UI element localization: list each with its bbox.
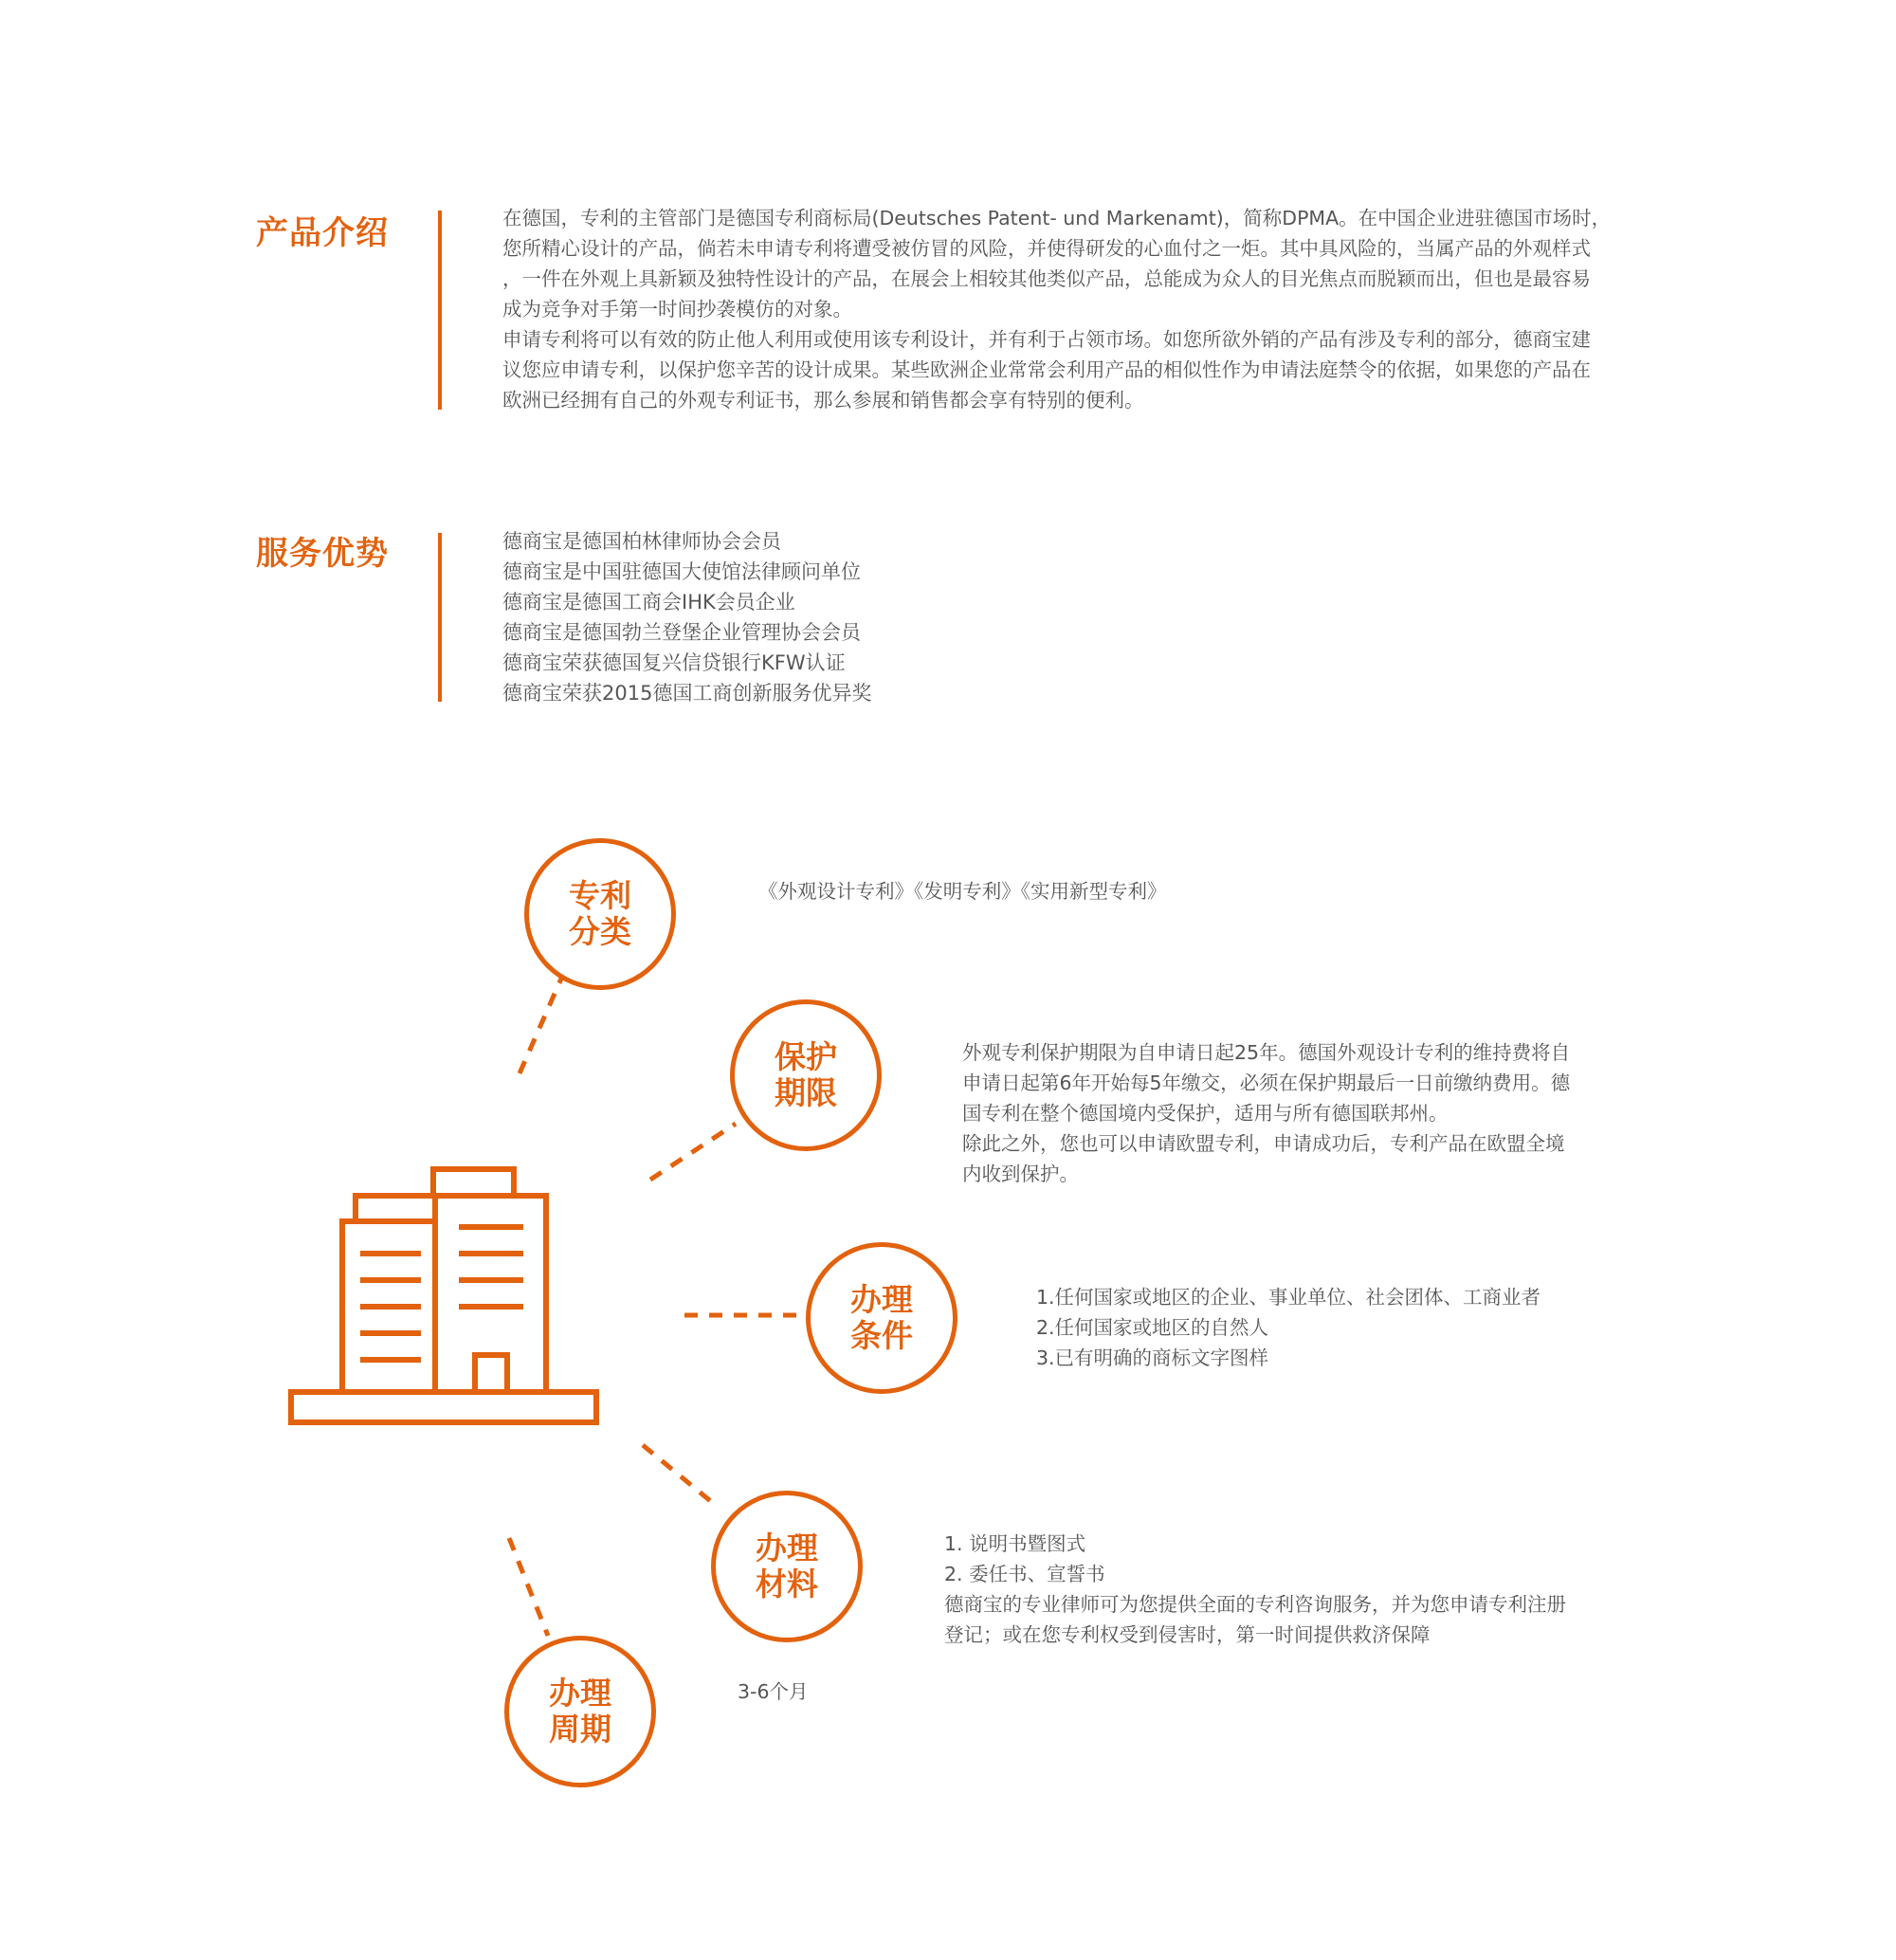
intro-line: 成为竞争对手第一时间抄袭模仿的对象。 xyxy=(502,298,852,321)
advantage-item: 德商宝是中国驻德国大使馆法律顾问单位 xyxy=(502,560,861,583)
materials-line: 1. 说明书暨图式 xyxy=(944,1532,1086,1555)
intro-line: 您所精心设计的产品，倘若未申请专利将遭受被仿冒的风险，并使得研发的心血付之一炬。其中具风险的，当属产品的外观样式 xyxy=(502,237,1591,260)
node-label: 办理 xyxy=(756,1530,818,1566)
conditions-line: 2.任何国家或地区的自然人 xyxy=(1036,1316,1269,1339)
intro-line: 议您应申请专利，以保护您辛苦的设计成果。某些欧洲企业常常会利用产品的相似性作为申请法庭禁令的依据，如果您的产品在 xyxy=(502,358,1591,381)
materials-line: 2. 委任书、宣誓书 xyxy=(944,1563,1105,1585)
advantages-title: 服务优势 xyxy=(256,535,389,573)
node-label: 条件 xyxy=(850,1317,913,1354)
node-label: 周期 xyxy=(549,1711,611,1748)
building-icon xyxy=(291,1169,596,1422)
node-materials xyxy=(711,1491,863,1642)
protection-line: 申请日起第6年开始每5年缴交，必须在保护期最后一日前缴纳费用。德 xyxy=(962,1072,1571,1094)
materials-text xyxy=(944,1529,1566,1650)
protection-line: 除此之外，您也可以申请欧盟专利，申请成功后，专利产品在欧盟全境 xyxy=(962,1132,1565,1155)
intro-line: 申请专利将可以有效的防止他人利用或使用该专利设计，并有利于占领市场。如您所欲外销的产品有涉及专利的部分，德商宝建 xyxy=(502,328,1591,351)
materials-line: 德商宝的专业律师可为您提供全面的专利咨询服务，并为您申请专利注册 xyxy=(944,1593,1566,1616)
connector-protection xyxy=(650,1124,736,1180)
intro-line: 欧洲已经拥有自己的外观专利证书，那么参展和销售都会享有特别的便利。 xyxy=(502,389,1144,412)
conditions-text xyxy=(1036,1282,1540,1373)
node-label: 保护 xyxy=(775,1038,837,1075)
advantage-item: 德商宝荣获德国复兴信贷银行KFW认证 xyxy=(502,651,846,674)
advantage-item: 德商宝是德国勃兰登堡企业管理协会会员 xyxy=(502,621,861,644)
protection-line: 国专利在整个德国境内受保护，适用与所有德国联邦州。 xyxy=(962,1102,1449,1125)
node-label: 期限 xyxy=(775,1074,837,1111)
conditions-line: 1.任何国家或地区的企业、事业单位、社会团体、工商业者 xyxy=(1036,1286,1541,1309)
advantage-item: 德商宝荣获2015德国工商创新服务优异奖 xyxy=(502,682,872,705)
node-label: 分类 xyxy=(569,913,631,950)
node-period xyxy=(504,1636,656,1787)
connector-period xyxy=(509,1538,548,1636)
node-label: 办理 xyxy=(850,1281,913,1318)
category-text: 《外观设计专利》《发明专利》《实用新型专利》 xyxy=(758,880,1167,903)
intro-title: 产品介绍 xyxy=(256,214,389,252)
node-label: 专利 xyxy=(569,877,631,914)
connector-category xyxy=(520,979,561,1073)
node-label: 材料 xyxy=(756,1566,818,1603)
protection-text xyxy=(962,1037,1570,1189)
period-text: 3-6个月 xyxy=(738,1680,809,1703)
node-label: 办理 xyxy=(549,1675,611,1712)
node-conditions xyxy=(806,1242,957,1394)
intro-line: 在德国，专利的主管部门是德国专利商标局(Deutsches Patent- und Markenamt)，简称DPMA。在中国企业进驻德国市场时， xyxy=(502,207,1612,229)
conditions-line: 3.已有明确的商标文字图样 xyxy=(1036,1346,1269,1369)
connector-materials xyxy=(643,1445,719,1508)
advantage-item: 德商宝是德国工商会IHK会员企业 xyxy=(502,591,795,614)
materials-line: 登记；或在您专利权受到侵害时，第一时间提供救济保障 xyxy=(944,1623,1431,1646)
advantage-item: 德商宝是德国柏林律师协会会员 xyxy=(502,530,781,553)
node-patent-category xyxy=(524,838,676,990)
node-protection-period xyxy=(730,999,882,1151)
intro-line: ，一件在外观上具新颖及独特性设计的产品，在展会上相较其他类似产品，总能成为众人的目光焦点而脱颖而出，但也是最容易 xyxy=(502,267,1591,290)
protection-line: 内收到保护。 xyxy=(962,1163,1079,1185)
protection-line: 外观专利保护期限为自申请日起25年。德国外观设计专利的维持费将自 xyxy=(962,1041,1571,1064)
